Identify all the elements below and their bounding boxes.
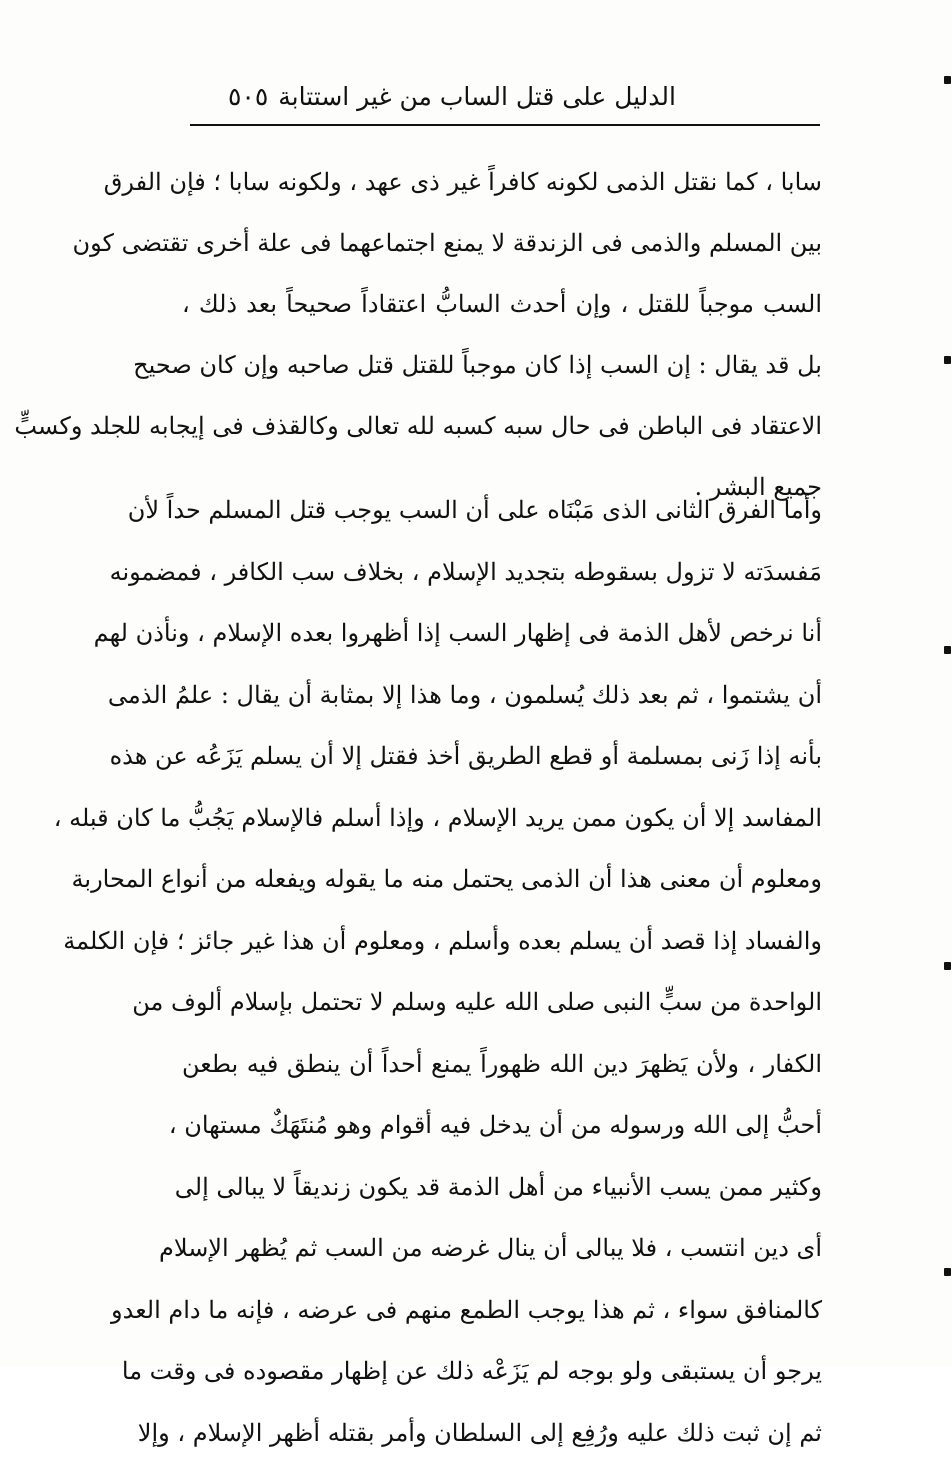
text-line: أن يشتموا ، ثم بعد ذلك يُسلمون ، وما هذا إلا بمثابة أن يقال : علمُ الذمى <box>182 665 822 727</box>
running-title: الدليل على قتل الساب من غير استتابة <box>278 82 676 111</box>
text-line: مَفسدَته لا تزول بسقوطه بتجديد الإسلام ، بخلاف سب الكافر ، فمضمونه <box>182 542 822 604</box>
text-line: الواحدة من سبٍّ النبى صلى الله عليه وسلم لا تحتمل بإسلام ألوف من <box>182 972 822 1034</box>
text-line: بأنه إذا زَنى بمسلمة أو قطع الطريق أخذ فقتل إلا أن يسلم يَزَعُه عن هذه <box>182 726 822 788</box>
text-line: بين المسلم والذمى فى الزندقة لا يمنع اجتماعهما فى علة أخرى تقتضى كون <box>182 213 822 274</box>
scan-margin-mark <box>944 1268 951 1276</box>
text-line: المفاسد إلا أن يكون ممن يريد الإسلام ، وإذا أسلم فالإسلام يَجُبُّ ما كان قبله ، <box>182 788 822 850</box>
paragraph-1 <box>182 152 822 518</box>
text-line: وكثير ممن يسب الأنبياء من أهل الذمة قد يكون زنديقاً لا يبالى إلى <box>182 1157 822 1219</box>
text-line: السب موجباً للقتل ، وإن أحدث السابُّ اعتقاداً صحيحاً بعد ذلك ، <box>182 274 822 335</box>
text-line: وأما الفرق الثانى الذى مَبْنَاه على أن السب يوجب قتل المسلم حداً لأن <box>182 480 822 542</box>
scan-margin-mark <box>944 356 951 364</box>
header-rule <box>190 124 820 126</box>
text-line: جميع البشر . <box>182 457 822 518</box>
text-line: أى دين انتسب ، فلا يبالى أن ينال غرضه من السب ثم يُظهر الإسلام <box>182 1218 822 1280</box>
page-number: ٥٠٥ <box>228 82 268 111</box>
text-line: الاعتقاد فى الباطن فى حال سبه كسبه لله تعالى وكالقذف فى إيجابه للجلد وكسبٍّ <box>182 396 822 457</box>
text-line: أحبُّ إلى الله ورسوله من أن يدخل فيه أقوام وهو مُنتَهَكٌ مستهان ، <box>182 1095 822 1157</box>
text-line: ثم إن ثبت ذلك عليه ورُفِع إلى السلطان وأمر بقتله أظهر الإسلام ، وإلا <box>182 1403 822 1464</box>
scan-margin-mark <box>944 962 951 970</box>
running-header <box>190 80 690 124</box>
text-line: ومعلوم أن معنى هذا أن الذمى يحتمل منه ما يقوله ويفعله من أنواع المحاربة <box>182 849 822 911</box>
scan-margin-mark <box>944 646 951 654</box>
paragraph-2 <box>182 480 822 1464</box>
text-line: كالمنافق سواء ، ثم هذا يوجب الطمع منهم فى عرضه ، فإنه ما دام العدو <box>182 1280 822 1342</box>
text-line: بل قد يقال : إن السب إذا كان موجباً للقتل قتل صاحبه وإن كان صحيح <box>182 335 822 396</box>
text-line: سابا ، كما نقتل الذمى لكونه كافراً غير ذى عهد ، ولكونه سابا ؛ فإن الفرق <box>182 152 822 213</box>
text-line: والفساد إذا قصد أن يسلم بعده وأسلم ، ومعلوم أن هذا غير جائز ؛ فإن الكلمة <box>182 911 822 973</box>
scan-margin-mark <box>944 76 951 84</box>
text-line: يرجو أن يستبقى ولو بوجه لم يَزَعْه ذلك عن إظهار مقصوده فى وقت ما <box>182 1341 822 1403</box>
text-line: أنا نرخص لأهل الذمة فى إظهار السب إذا أظهروا بعده الإسلام ، ونأذن لهم <box>182 603 822 665</box>
text-line: الكفار ، ولأن يَظهرَ دين الله ظهوراً يمنع أحداً أن ينطق فيه بطعن <box>182 1034 822 1096</box>
